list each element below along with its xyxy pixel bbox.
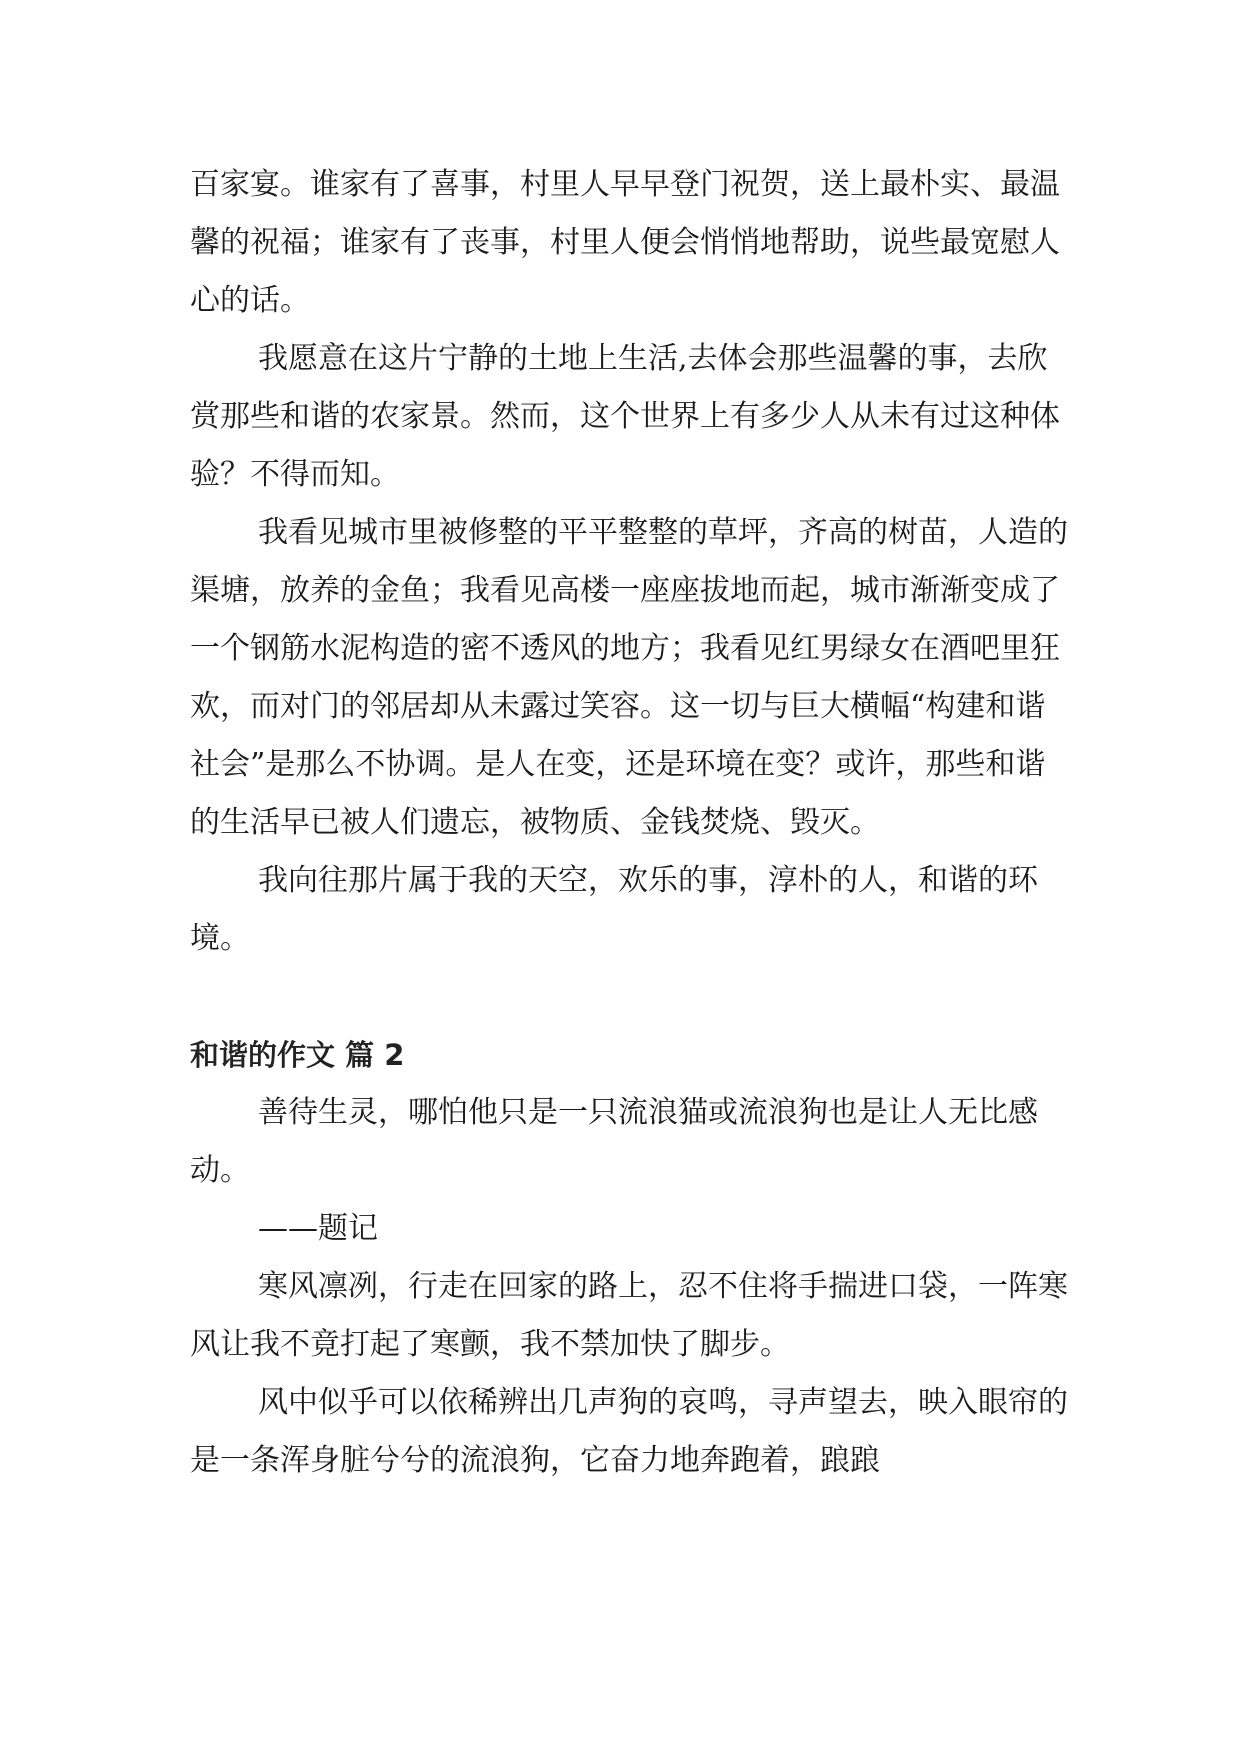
paragraph: 我看见城市里被修整的平平整整的草坪，齐高的树苗，人造的渠塘，放养的金鱼；我看见高楼一座座拔地而起，城市渐渐变成了一个钢筋水泥构造的密不透风的地方；我看见红男绿女在酒吧里狂欢，而对门的邻居却从未露过笑容。这一切与巨大横幅“构建和谐社会”是那么不协调。是人在变，还是环境在变？或许，那些和谐的生活早已被人们遗忘，被物质、金钱焚烧、毁灭。 <box>190 515 1068 840</box>
paragraph: 我向往那片属于我的天空，欢乐的事，淳朴的人，和谐的环境。 <box>190 863 1038 956</box>
paragraph-continued: 百家宴。谁家有了喜事，村里人早早登门祝贺，送上最朴实、最温馨的祝福；谁家有了丧事，村里人便会悄悄地帮助，说些最宽慰人心的话。 <box>190 167 1060 318</box>
document-body <box>190 156 1070 1490</box>
paragraph: 善待生灵，哪怕他只是一只流浪猫或流浪狗也是让人无比感动。 <box>190 1095 1038 1188</box>
paragraph: 我愿意在这片宁静的土地上生活,去体会那些温馨的事，去欣赏那些和谐的农家景。然而，这个世界上有多少人从未有过这种体验？不得而知。 <box>190 341 1060 492</box>
epigraph-note: ——题记 <box>258 1211 378 1246</box>
section-heading: 和谐的作文 篇 2 <box>190 1038 405 1072</box>
paragraph: 风中似乎可以依稀辨出几声狗的哀鸣，寻声望去，映入眼帘的是一条浑身脏兮兮的流浪狗，它奋力地奔跑着，踉踉 <box>190 1385 1068 1478</box>
paragraph: 寒风凛冽，行走在回家的路上，忍不住将手揣进口袋，一阵寒风让我不竟打起了寒颤，我不禁加快了脚步。 <box>190 1269 1068 1362</box>
